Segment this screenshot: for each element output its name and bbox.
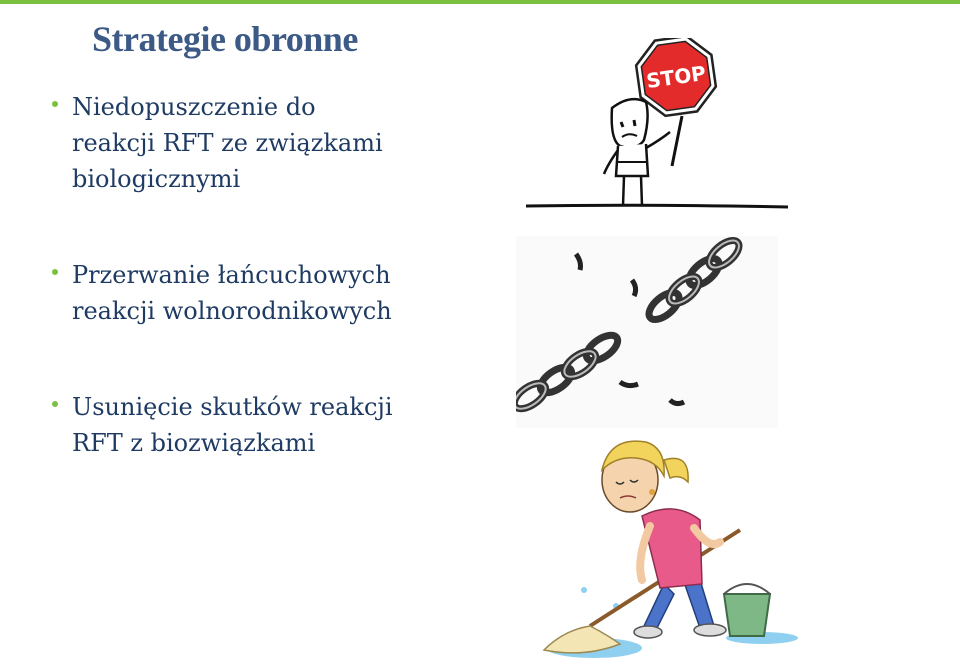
bullet-text: Usunięcie skutków reakcji RFT z biozwiązkami xyxy=(72,393,393,457)
bullet-text: Przerwanie łańcuchowych reakcji wolnorodnikowych xyxy=(72,261,392,325)
bullet-dot-icon xyxy=(52,269,58,275)
bullet-dot-icon xyxy=(52,101,58,107)
slide-title: Strategie obronne xyxy=(92,19,358,59)
bullet-text: Niedopuszczenie do reakcji RFT ze związkami biologicznymi xyxy=(72,93,383,193)
bullet-item xyxy=(52,89,492,197)
broken-chain-illustration xyxy=(516,236,778,428)
stop-sign-text: STOP xyxy=(644,60,708,94)
girl-mopping-illustration xyxy=(524,430,804,666)
stop-sign-figure-illustration xyxy=(520,38,800,216)
bullet-dot-icon xyxy=(52,401,58,407)
bullet-item xyxy=(52,257,492,329)
bullet-item xyxy=(52,389,492,461)
